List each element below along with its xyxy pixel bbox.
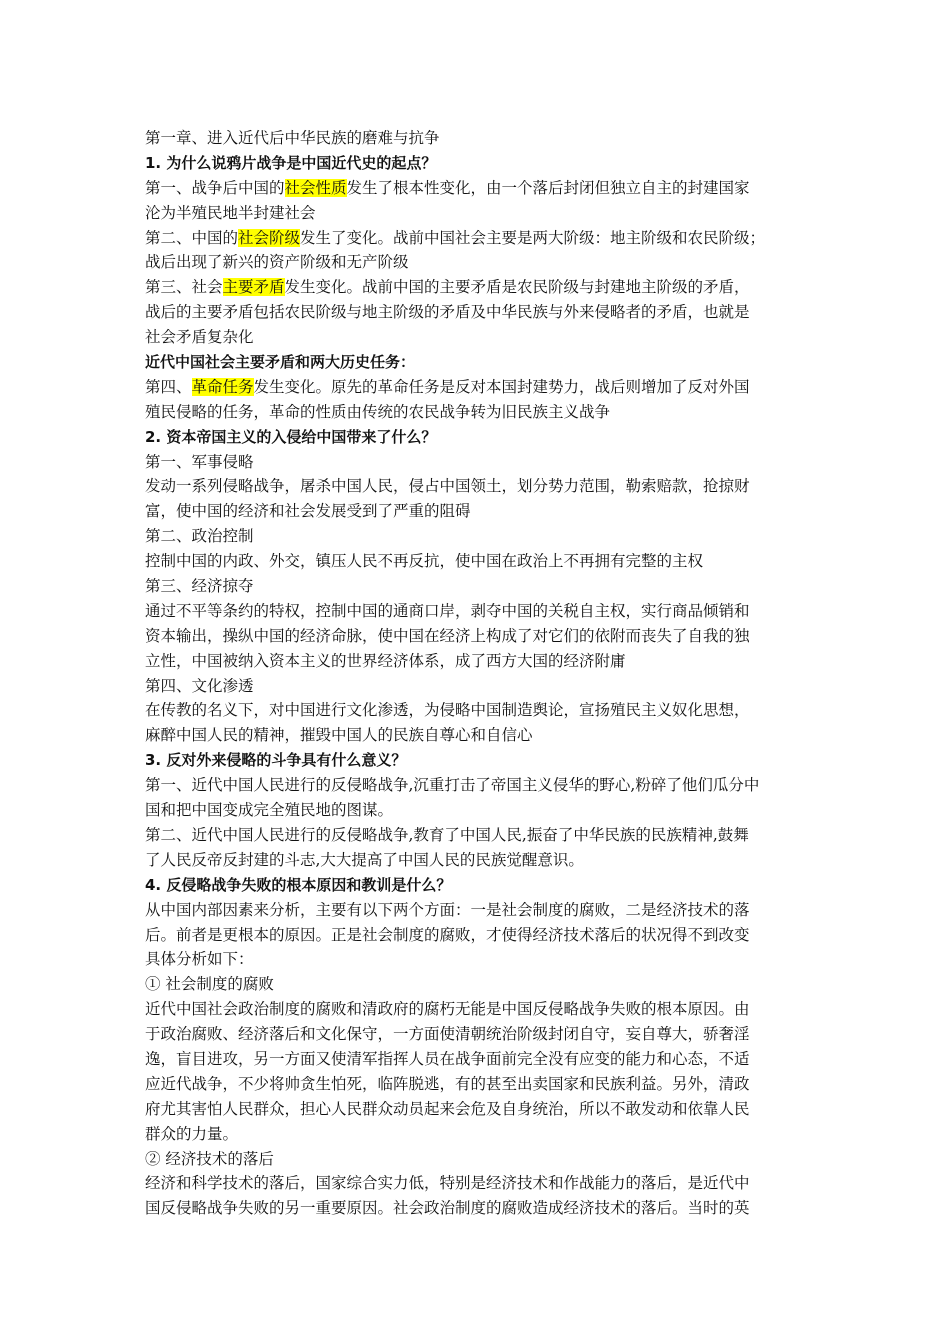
document-page — [145, 126, 813, 1221]
highlighted-term: 主要矛盾 — [222, 278, 285, 297]
paragraph-line: 了人民反帝反封建的斗志,大大提高了中国人民的民族觉醒意识。 — [145, 850, 584, 869]
paragraph-line: 社会矛盾复杂化 — [145, 328, 254, 347]
paragraph-line: 通过不平等条约的特权，控制中国的通商口岸，剥夺中国的关税自主权，实行商品倾销和 — [145, 601, 750, 620]
paragraph-line: 府尤其害怕人民群众，担心人民群众动员起来会危及自身统治，所以不敢发动和依靠人民 — [145, 1099, 750, 1118]
highlighted-term: 社会阶级 — [238, 228, 301, 247]
paragraph-line: 具体分析如下： — [145, 950, 254, 969]
paragraph-line: 于政治腐败、经济落后和文化保守，一方面使清朝统治阶级封闭自守，妄自尊大，骄奢淫 — [145, 1025, 750, 1044]
section-label: 第四、文化渗透 — [145, 676, 254, 695]
paragraph-line: 麻醉中国人民的精神，摧毁中国人的民族自尊心和自信心 — [145, 726, 533, 745]
paragraph-line: 资本输出，操纵中国的经济命脉，使中国在经济上构成了对它们的依附而丧失了自我的独 — [145, 626, 750, 645]
paragraph-line: 逸，盲目进攻，另一方面又使清军指挥人员在战争面前完全没有应变的能力和心态，不适 — [145, 1049, 750, 1068]
paragraph-line: 群众的力量。 — [145, 1124, 239, 1143]
question-1-heading: 1. 为什么说鸦片战争是中国近代史的起点？ — [145, 153, 437, 172]
paragraph-line: 第一、近代中国人民进行的反侵略战争,沉重打击了帝国主义侵华的野心,粉碎了他们瓜分中 — [145, 776, 760, 795]
paragraph-line: 立性，中国被纳入资本主义的世界经济体系，成了西方大国的经济附庸 — [145, 651, 626, 670]
question-4-heading: 4. 反侵略战争失败的根本原因和教训是什么？ — [145, 875, 452, 894]
paragraph-line: 富，使中国的经济和社会发展受到了严重的阻碍 — [145, 502, 471, 521]
paragraph-line: 第二、近代中国人民进行的反侵略战争,教育了中国人民,振奋了中华民族的民族精神,鼓舞 — [145, 825, 749, 844]
section-label: 第三、经济掠夺 — [145, 577, 254, 596]
paragraph-line: 近代中国社会政治制度的腐败和清政府的腐朽无能是中国反侵略战争失败的根本原因。由 — [145, 1000, 750, 1019]
paragraph-line: 沦为半殖民地半封建社会 — [145, 203, 316, 222]
chapter-title: 第一章、进入近代后中华民族的磨难与抗争 — [145, 129, 440, 147]
paragraph-line: 控制中国的内政、外交，镇压人民不再反抗，使中国在政治上不再拥有完整的主权 — [145, 552, 704, 571]
paragraph-line: 战后出现了新兴的资产阶级和无产阶级 — [145, 253, 409, 272]
highlighted-term: 革命任务 — [191, 377, 254, 396]
paragraph-line: 第四、革命任务发生变化。原先的革命任务是反对本国封建势力，战后则增加了反对外国 — [145, 377, 750, 396]
paragraph-line: 殖民侵略的任务，革命的性质由传统的农民战争转为旧民族主义战争 — [145, 402, 611, 421]
paragraph-line: 国反侵略战争失败的另一重要原因。社会政治制度的腐败造成经济技术的落后。当时的英 — [145, 1199, 750, 1218]
section-label: 第二、政治控制 — [145, 527, 254, 546]
question-3-heading: 3. 反对外来侵略的斗争具有什么意义？ — [145, 751, 407, 770]
paragraph-line: 从中国内部因素来分析，主要有以下两个方面：一是社会制度的腐败，二是经济技术的落 — [145, 900, 750, 919]
paragraph-line: 第一、战争后中国的社会性质发生了根本性变化，由一个落后封闭但独立自主的封建国家 — [145, 178, 750, 197]
paragraph-line: 第三、社会主要矛盾发生变化。战前中国的主要矛盾是农民阶级与封建地主阶级的矛盾， — [145, 278, 750, 297]
section-label: ① 社会制度的腐败 — [145, 975, 274, 994]
paragraph-line: 经济和科学技术的落后，国家综合实力低，特别是经济技术和作战能力的落后，是近代中 — [145, 1174, 750, 1193]
paragraph-line: 战后的主要矛盾包括农民阶级与地主阶级的矛盾及中华民族与外来侵略者的矛盾，也就是 — [145, 303, 750, 322]
paragraph-line: 在传教的名义下，对中国进行文化渗透，为侵略中国制造舆论，宣扬殖民主义奴化思想， — [145, 701, 750, 720]
paragraph-line: 应近代战争，不少将帅贪生怕死，临阵脱逃，有的甚至出卖国家和民族利益。另外，清政 — [145, 1074, 750, 1093]
paragraph-line: 后。前者是更根本的原因。正是社会制度的腐败，才使得经济技术落后的状况得不到改变 — [145, 925, 750, 944]
paragraph-line: 发动一系列侵略战争，屠杀中国人民，侵占中国领土，划分势力范围，勒索赔款，抢掠财 — [145, 477, 750, 496]
subheading: 近代中国社会主要矛盾和两大历史任务： — [145, 353, 416, 372]
highlighted-term: 社会性质 — [284, 178, 347, 197]
section-label: ② 经济技术的落后 — [145, 1149, 274, 1168]
section-label: 第一、军事侵略 — [145, 452, 254, 471]
paragraph-line: 国和把中国变成完全殖民地的图谋。 — [145, 801, 394, 820]
paragraph-line: 第二、中国的社会阶级发生了变化。战前中国社会主要是两大阶级：地主阶级和农民阶级； — [145, 228, 766, 247]
question-2-heading: 2. 资本帝国主义的入侵给中国带来了什么？ — [145, 427, 437, 446]
